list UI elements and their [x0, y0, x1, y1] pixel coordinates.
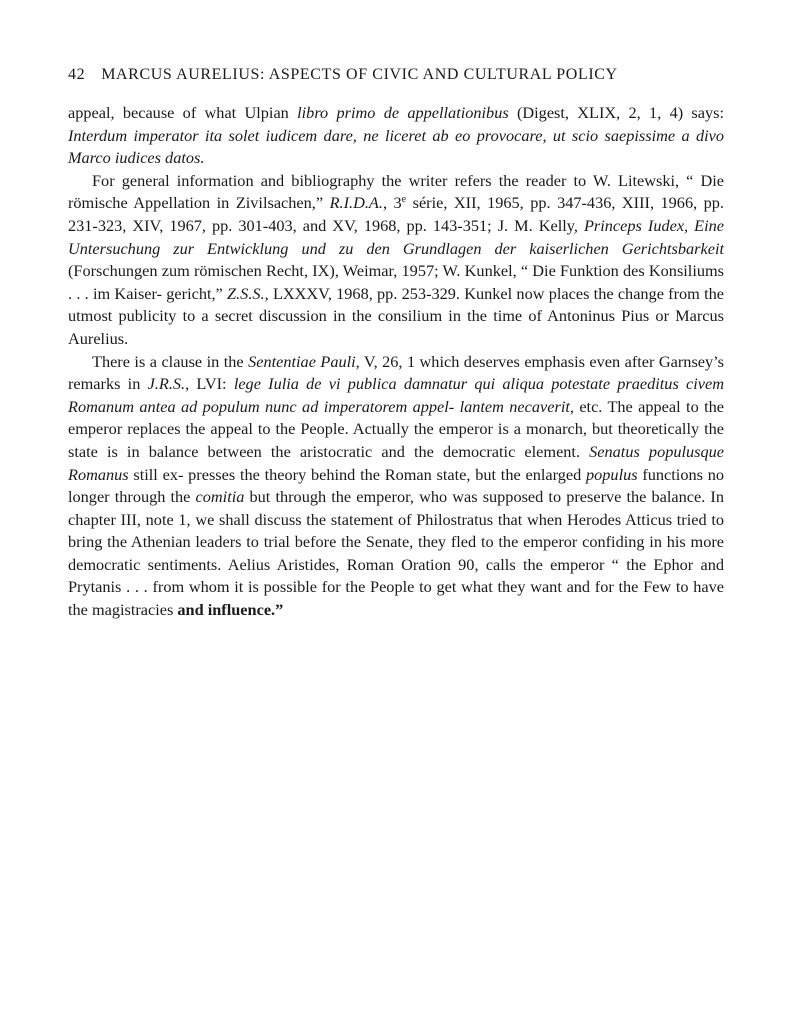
italic-run: Z.S.S.	[227, 283, 265, 303]
italic-run: libro primo de appellationibus	[297, 103, 509, 122]
text-run: série, XII, 1965, pp. 347-436, XIII, 1966, pp. 231-323, XIV, 1967, pp. 301-403, and XV, 1968, pp. 143-351; J. M. Kelly,	[68, 193, 725, 235]
italic-run: populus	[586, 464, 638, 484]
italic-run: Princeps Iudex, Eine Untersuchung zur Entwicklung und zu den Grundlagen der kaiserlichen Gerichtsbarkeit	[68, 215, 724, 258]
text-run: (Digest, XLIX, 2, 1, 4) says:	[508, 103, 724, 122]
italic-run: Sententiae Pauli	[248, 351, 356, 371]
italic-run: Senatus populusque Romanus	[68, 441, 724, 484]
paragraph-1	[68, 102, 724, 170]
italic-run: lege Iulia de vi publica damnatur qui aliqua potestate praeditus civem Romanum antea ad populum nunc ad imperatorem appel- lantem necaverit,	[68, 374, 724, 416]
text-run: functions no longer through the	[68, 464, 725, 507]
text-run: and influence.”	[177, 600, 284, 620]
italic-run: Interdum imperator ita solet iudicem dare, ne liceret ab eo provocare, ut scio saepissime a divo Marco iudices datos.	[68, 125, 724, 168]
text-run: still ex- presses the theory behind the Roman state, but the enlarged	[128, 464, 586, 484]
text-run: , 3	[382, 193, 402, 213]
text-run: , LXXXV, 1968, pp. 253-329. Kunkel now places the change from the utmost publicity to a secret discussion in the consilium in the time of Antoninus Pius or Marcus Aurelius.	[68, 283, 724, 348]
text-run: , V, 26, 1 which deserves emphasis even after Garnsey’s remarks in	[68, 351, 725, 394]
italic-run: comitia	[195, 487, 245, 507]
text-run: but through the emperor, who was supposed to preserve the balance. In chapter III, note 1, we shall discuss the statement of Philostratus that when Herodes Atticus tried to bring the Athenian leaders to trial before the Senate, they fled to the emperor confiding in his more democratic sentiments. Aelius Aristides, Roman Oration 90, calls the emperor “ the Ephor and Prytanis . . . from whom it is possible for the People to get what they want and for the Few to have the magistracies	[68, 487, 724, 620]
paragraph-3	[68, 351, 724, 622]
text-run: appeal, because of what Ulpian	[68, 103, 298, 122]
page-number: 42	[68, 66, 86, 83]
text-run: etc. The appeal to the emperor replaces the appeal to the People. Actually the emperor is a monarch, but theoretically the state is in balance between the aristocratic and the democratic element.	[68, 396, 724, 461]
superscript: e	[401, 194, 407, 206]
body-text	[68, 102, 724, 622]
text-run: For general information and bibliography the writer refers the reader to W. Litewski, “ Die römische Appellation in Zivilsachen,”	[68, 170, 724, 213]
italic-run: R.I.D.A.	[329, 193, 383, 213]
running-header	[68, 64, 728, 86]
running-title: MARCUS AURELIUS: ASPECTS OF CIVIC AND CULTURAL POLICY	[101, 66, 618, 83]
paragraph-2	[68, 170, 724, 351]
text-run: , LVI:	[185, 374, 234, 394]
italic-run: J.R.S.	[147, 374, 186, 394]
text-run: There is a clause in the	[92, 351, 249, 371]
text-run: (Forschungen zum römischen Recht, IX), Weimar, 1957; W. Kunkel, “ Die Funktion des Konsiliums . . . im Kaiser- gericht,”	[68, 261, 724, 303]
